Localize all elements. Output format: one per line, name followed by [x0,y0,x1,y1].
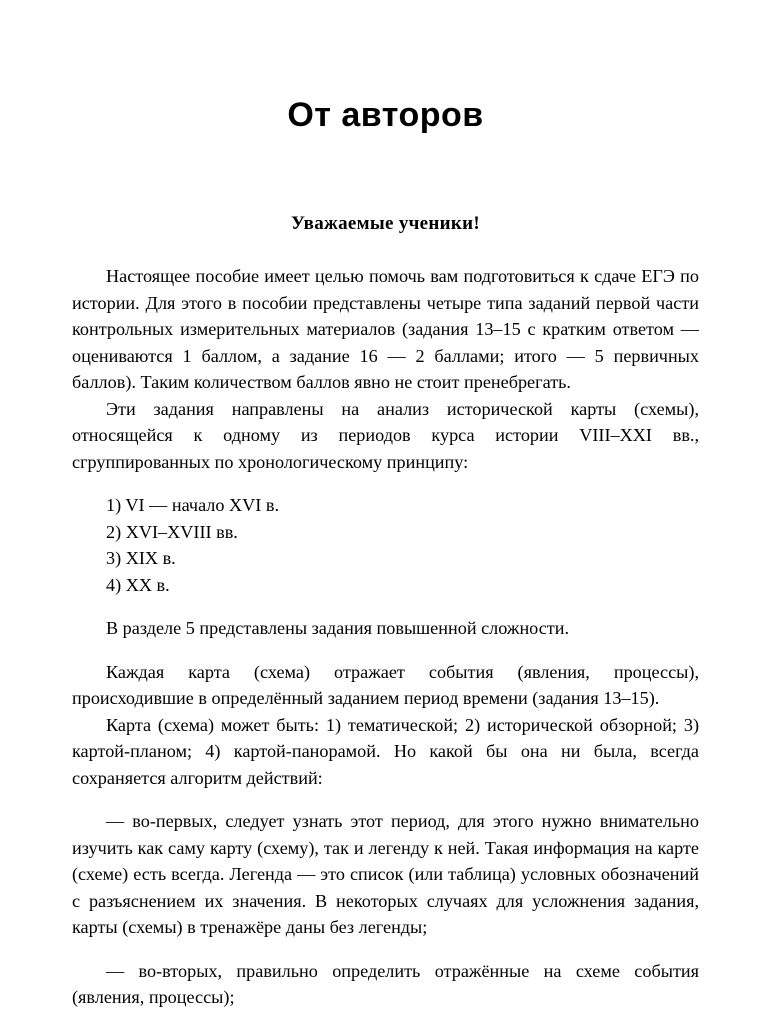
algorithm-step-second: — во-вторых, правильно определить отражённые на схеме события (явления, процессы); [72,960,699,1007]
list-item: 1) VI — начало XVI в. [106,495,280,515]
section5-paragraph: В разделе 5 представлены задания повышенной сложности. [106,618,570,638]
list-item: 3) XIX в. [106,548,176,568]
algorithm-step-first: — во-первых, следует узнать этот период, для этого нужно внимательно изучить как саму карту (схему), так и легенду к ней. Такая информация на карте (схеме) есть всегда. Легенда — это список (или таблица) условных обозначений с разъяснением их значения. В некоторых случаях для усложнения задания, карты (схемы) в тренажёре даны без легенды; [72,811,699,937]
map-events-paragraph: Каждая карта (схема) отражает события (явления, процессы), происходившие в определённый заданием период времени (задания 13–15). [72,661,699,708]
list-item: 4) XX в. [106,574,170,595]
salutation-heading: Уважаемые ученики! [291,213,480,234]
chronological-periods-list [72,492,699,598]
map-types-paragraph: Карта (схема) может быть: 1) тематической; 2) исторической обзорной; 3) картой-планом; 4) картой-панорамой. Но какой бы она ни была, всегда сохраняется алгоритм действий: [72,714,699,788]
list-item: 2) XVI–XVIII вв. [106,521,238,542]
intro-paragraph-2: Эти задания направлены на анализ исторической карты (схемы), относящейся к одному из периодов курса истории VIII–XXI вв., сгруппированных по хронологическому принципу: [72,398,699,472]
intro-paragraph-1: Настоящее пособие имеет целью помочь вам подготовиться к сдаче ЕГЭ по истории. Для этого в пособии представлены четыре типа заданий первой части контрольных измерительных материалов (задания 13–15 с кратким ответом — оцениваются 1 баллом, а задание 16 — 2 баллами; итого — 5 первичных баллов). Таким количеством баллов явно не стоит пренебрегать. [72,266,699,392]
page-title: От авторов [287,96,484,134]
